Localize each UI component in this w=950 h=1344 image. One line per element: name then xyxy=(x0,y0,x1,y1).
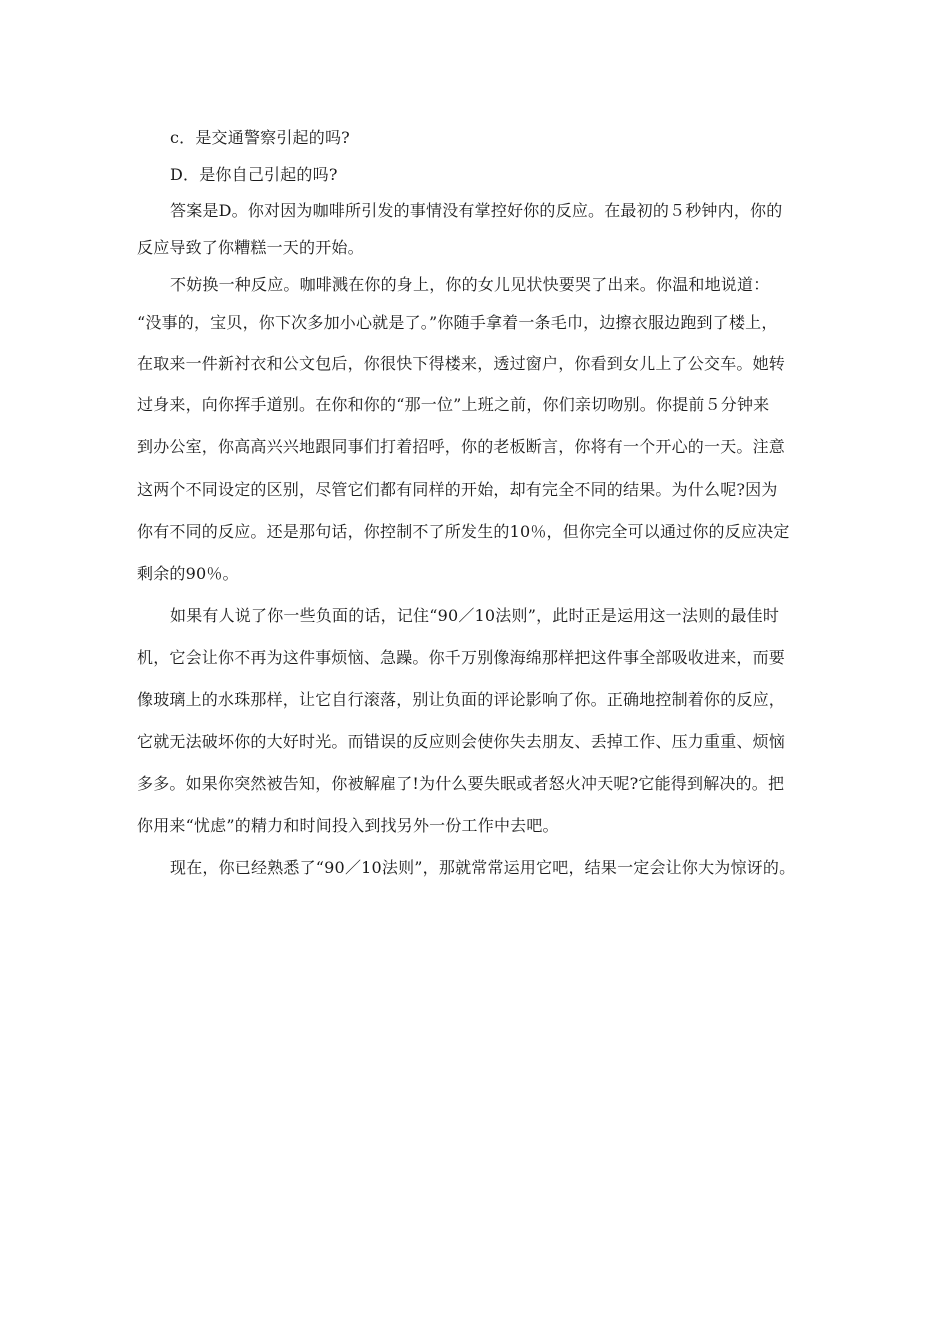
paragraph-2-line-7: 你有不同的反应。还是那句话，你控制不了所发生的10％，但你完全可以通过你的反应决定 xyxy=(137,522,790,541)
paragraph-3-line-3: 像玻璃上的水珠那样，让它自行滚落，别让负面的评论影响了你。正确地控制着你的反应， xyxy=(137,690,786,709)
paragraph-2-line-4: 过身来，向你挥手道别。在你和你的“那一位”上班之前，你们亲切吻别。你提前５分钟来 xyxy=(137,395,770,414)
closing-paragraph-line: 现在，你已经熟悉了“90／10法则”，那就常常运用它吧，结果一定会让你大为惊讶的。 xyxy=(170,858,796,877)
paragraph-3-line-2: 机，它会让你不再为这件事烦恼、急躁。你千万别像海绵那样把这件事全部吸收进来，而要 xyxy=(137,648,786,667)
paragraph-2-line-6: 这两个不同设定的区别，尽管它们都有同样的开始，却有完全不同的结果。为什么呢?因为 xyxy=(137,480,778,499)
paragraph-2-line-1: 不妨换一种反应。咖啡溅在你的身上，你的女儿见状快要哭了出来。你温和地说道： xyxy=(170,275,770,294)
paragraph-2-line-2: “没事的，宝贝，你下次多加小心就是了。”你随手拿着一条毛巾，边擦衣服边跑到了楼上， xyxy=(137,313,778,332)
answer-paragraph-line-1: 答案是D。你对因为咖啡所引发的事情没有掌控好你的反应。在最初的５秒钟内，你的 xyxy=(170,201,783,220)
paragraph-3-line-4: 它就无法破坏你的大好时光。而错误的反应则会使你失去朋友、丢掉工作、压力重重、烦恼 xyxy=(137,732,786,751)
paragraph-2-line-8: 剩余的90％。 xyxy=(137,564,239,583)
paragraph-2-line-5: 到办公室，你高高兴兴地跟同事们打着招呼，你的老板断言，你将有一个开心的一天。注意 xyxy=(137,437,786,456)
option-c-line: c．是交通警察引起的吗? xyxy=(170,128,350,147)
option-d-line: D．是你自己引起的吗? xyxy=(170,165,338,184)
paragraph-3-line-5: 多多。如果你突然被告知，你被解雇了!为什么要失眠或者怒火冲天呢?它能得到解决的。把 xyxy=(137,774,785,793)
paragraph-2-line-3: 在取来一件新衬衣和公文包后，你很快下得楼来，透过窗户，你看到女儿上了公交车。她转 xyxy=(137,354,786,373)
answer-paragraph-line-2: 反应导致了你糟糕一天的开始。 xyxy=(137,238,364,257)
paragraph-3-line-6: 你用来“忧虑”的精力和时间投入到找另外一份工作中去吧。 xyxy=(137,816,559,835)
paragraph-3-line-1: 如果有人说了你一些负面的话，记住“90／10法则”，此时正是运用这一法则的最佳时 xyxy=(170,606,780,625)
